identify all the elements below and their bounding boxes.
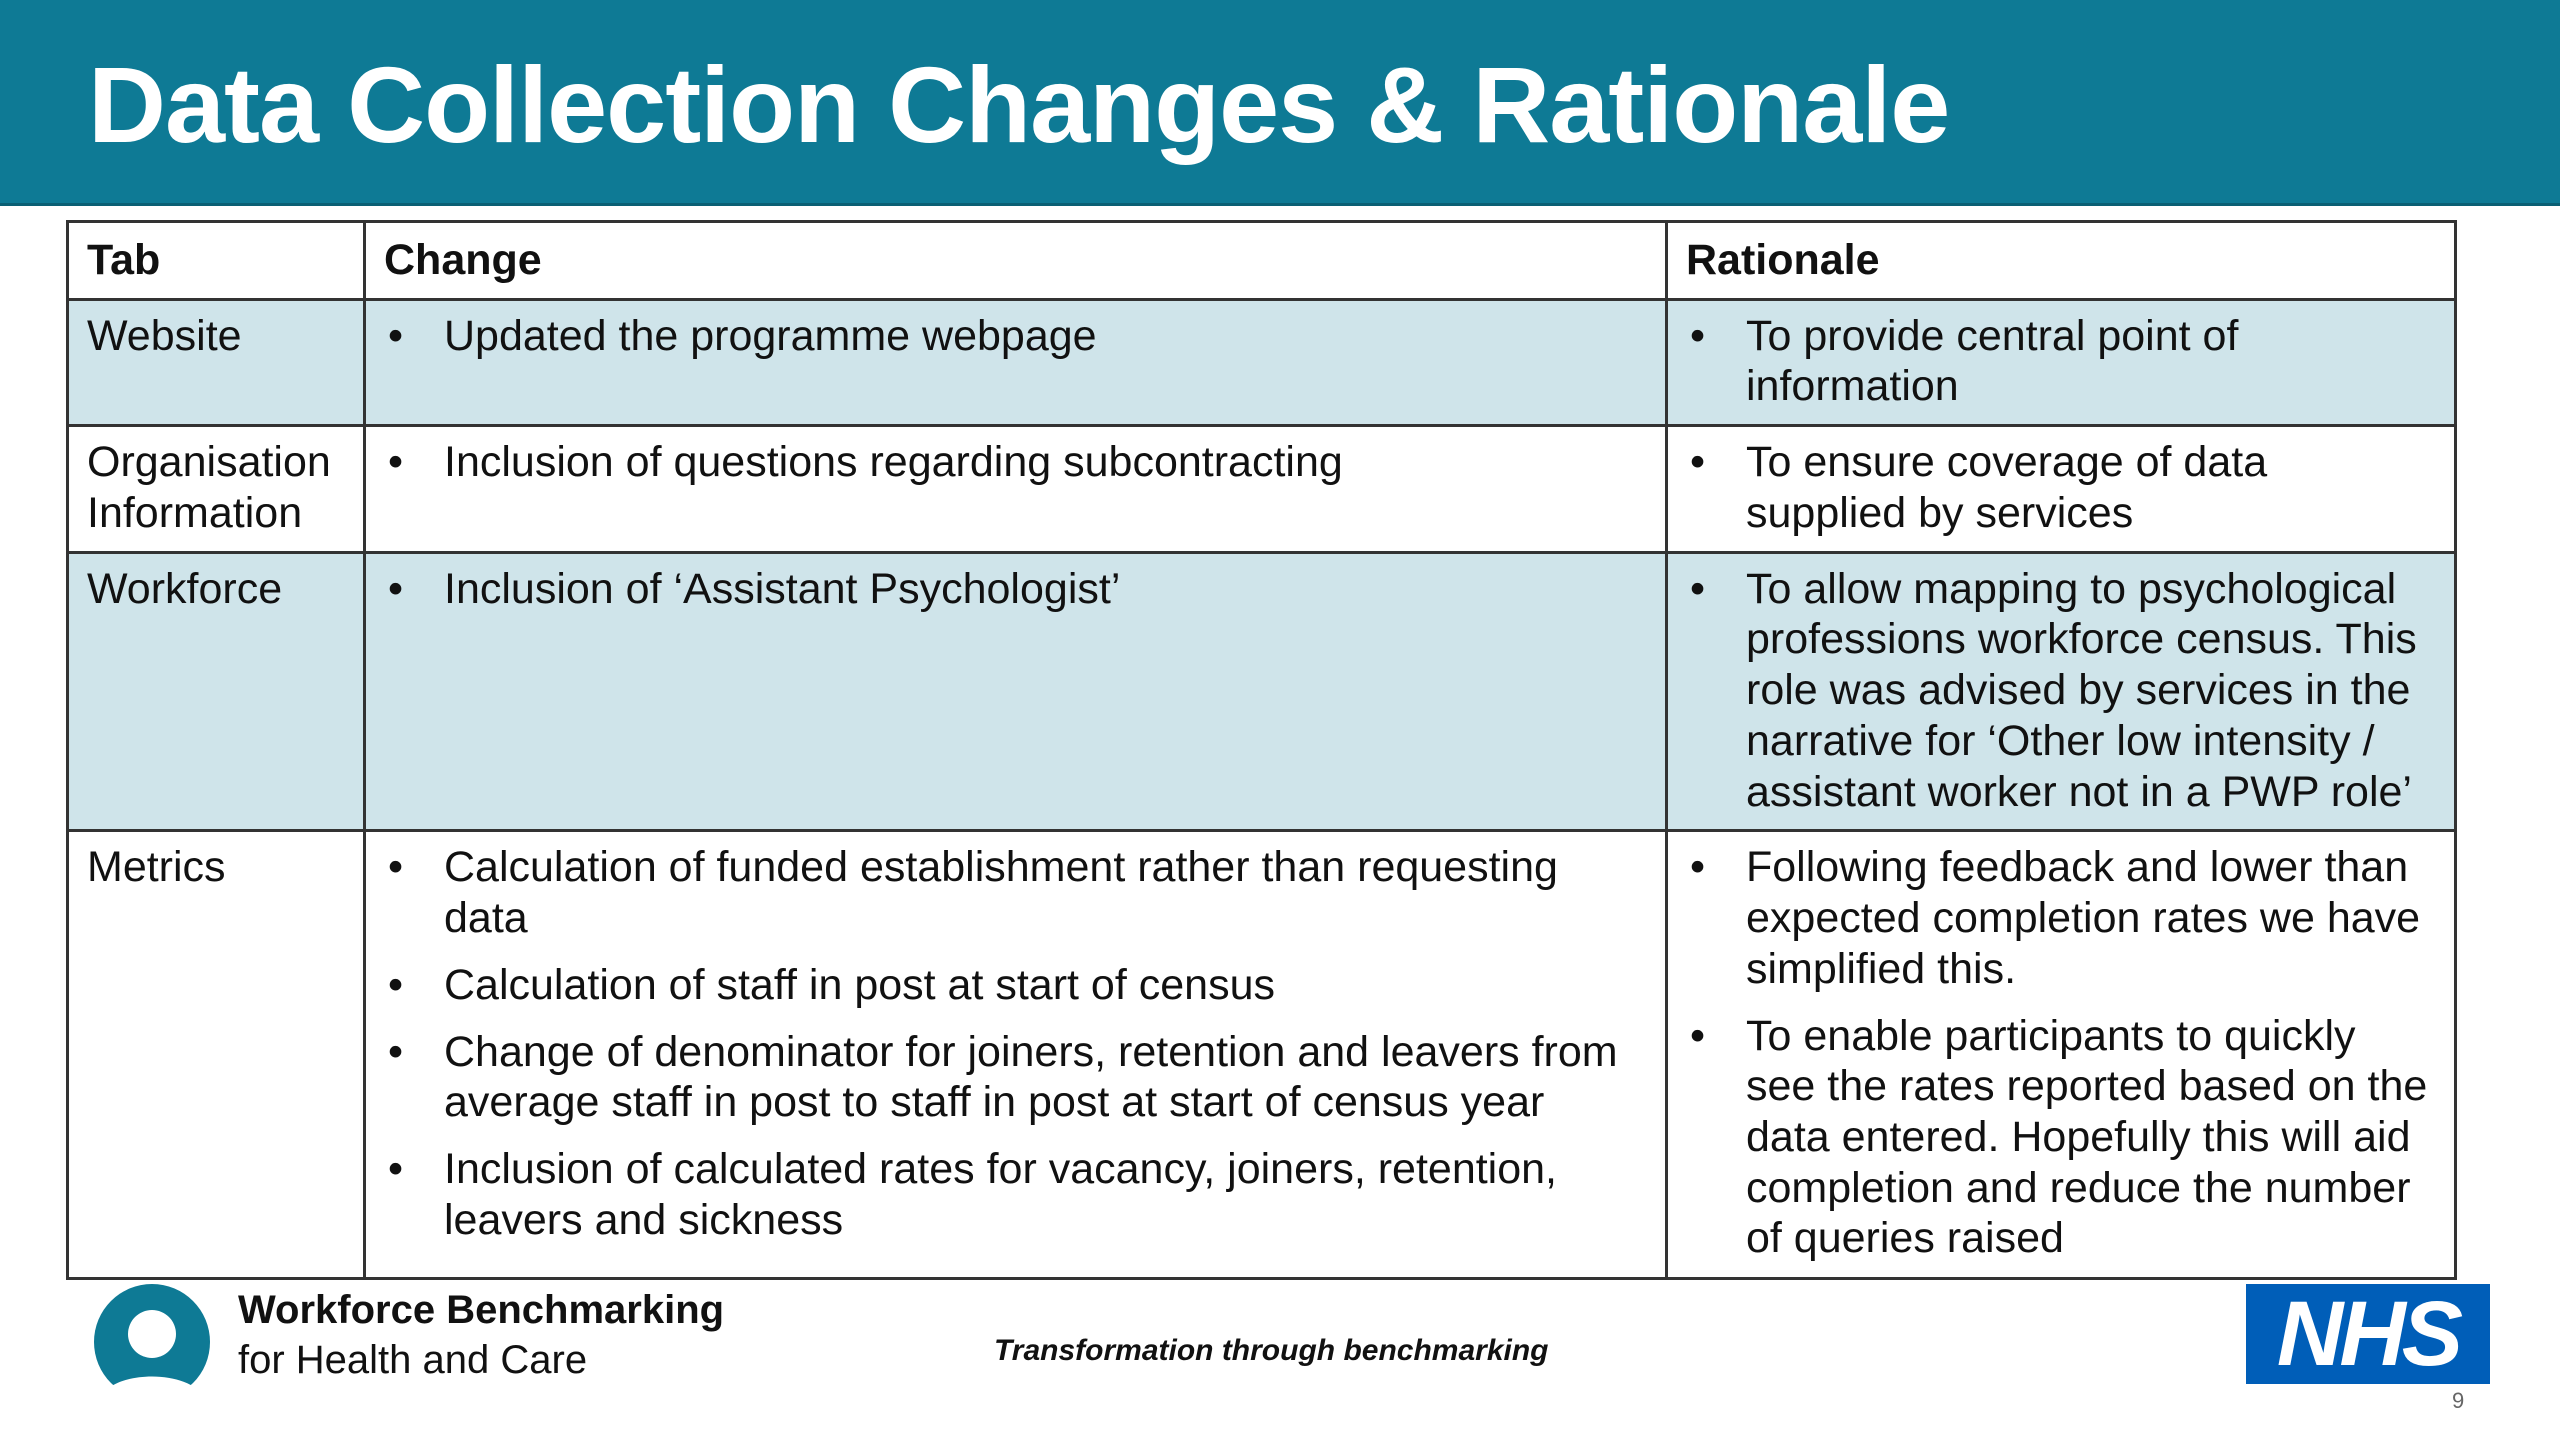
table-row-workforce bbox=[68, 552, 2456, 831]
rationale-cell bbox=[1667, 299, 2456, 425]
rationale-item: • Following feedback and lower than expected completion rates we have simplified this. bbox=[1686, 842, 2436, 994]
page-number: 9 bbox=[2452, 1388, 2465, 1413]
change-item: • Inclusion of questions regarding subcontracting bbox=[384, 437, 1647, 488]
change-item: • Calculation of staff in post at start of census bbox=[384, 960, 1647, 1011]
rationale-cell bbox=[1667, 831, 2456, 1279]
brand-subtitle: for Health and Care bbox=[238, 1338, 588, 1382]
column-header-change: Change bbox=[365, 222, 1667, 300]
change-cell bbox=[365, 426, 1667, 552]
slide-title: Data Collection Changes & Rationale bbox=[88, 44, 1950, 165]
rationale-cell bbox=[1667, 552, 2456, 831]
column-header-tab: Tab bbox=[68, 222, 365, 300]
rationale-item: • To enable participants to quickly see the rates reported based on the data entered. Hopefully this will aid completion and reduce the number of queries raised bbox=[1686, 1011, 2436, 1265]
change-item: • Inclusion of calculated rates for vacancy, joiners, retention, leavers and sickness bbox=[384, 1144, 1647, 1245]
rationale-item: • To ensure coverage of data supplied by services bbox=[1686, 437, 2436, 538]
tab-cell: Organisation Information bbox=[68, 426, 365, 552]
changes-table bbox=[66, 220, 2457, 1280]
table-row-metrics bbox=[68, 831, 2456, 1279]
change-item: • Change of denominator for joiners, retention and leavers from average staff in post to staff in post at start of census year bbox=[384, 1027, 1647, 1128]
change-cell bbox=[365, 831, 1667, 1279]
change-item: • Inclusion of ‘Assistant Psychologist’ bbox=[384, 564, 1647, 615]
change-item: • Calculation of funded establishment rather than requesting data bbox=[384, 842, 1647, 943]
change-item: • Updated the programme webpage bbox=[384, 311, 1647, 362]
column-header-rationale: Rationale bbox=[1667, 222, 2456, 300]
rationale-item: • To provide central point of information bbox=[1686, 311, 2436, 412]
rationale-cell bbox=[1667, 426, 2456, 552]
table-header-row bbox=[68, 222, 2456, 300]
tab-cell: Workforce bbox=[68, 552, 365, 831]
tagline: Transformation through benchmarking bbox=[994, 1334, 1549, 1367]
tab-cell: Website bbox=[68, 299, 365, 425]
person-circle-icon bbox=[90, 1284, 214, 1408]
tab-cell: Metrics bbox=[68, 831, 365, 1279]
table-row-organisation-information bbox=[68, 426, 2456, 552]
brand-name: Workforce Benchmarking bbox=[238, 1288, 725, 1332]
rationale-item: • To allow mapping to psychological professions workforce census. This role was advised by services in the narrative for ‘Other low intensity / assistant worker not in a PWP role’ bbox=[1686, 564, 2436, 818]
table-row-website bbox=[68, 299, 2456, 425]
change-cell bbox=[365, 299, 1667, 425]
change-cell bbox=[365, 552, 1667, 831]
nhs-logo: NHS bbox=[2246, 1284, 2490, 1384]
title-bar bbox=[0, 0, 2560, 206]
